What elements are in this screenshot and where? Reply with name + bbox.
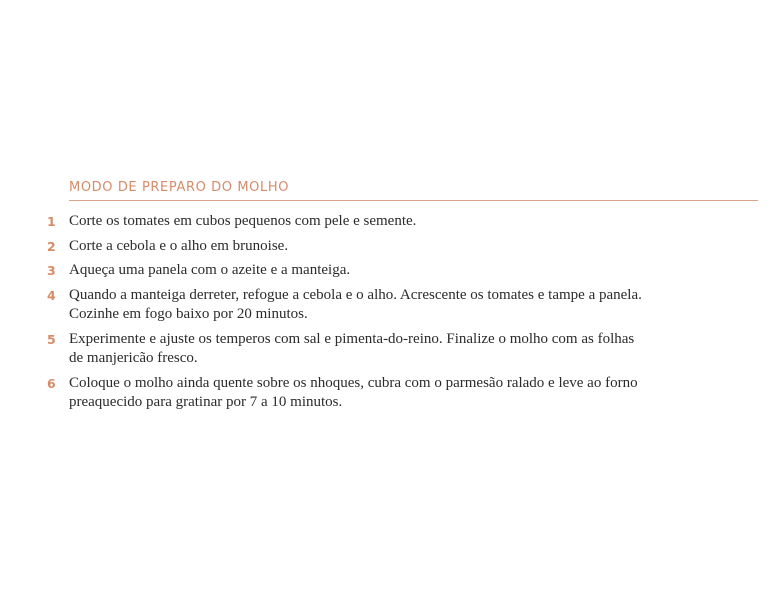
step-text: Corte os tomates em cubos pequenos com pele e semente.	[69, 213, 417, 229]
step-item	[47, 212, 758, 232]
step-number: 4	[47, 287, 56, 303]
recipe-section	[47, 178, 758, 418]
step-item	[47, 330, 758, 369]
step-item	[47, 374, 758, 413]
step-item	[47, 286, 758, 325]
step-text: Experimente e ajuste os temperos com sal e pimenta-do-reino. Finalize o molho com as folhas de manjericão fresco.	[69, 330, 635, 366]
step-item	[47, 237, 758, 257]
steps-list	[47, 212, 758, 413]
step-text: Coloque o molho ainda quente sobre os nhoques, cubra com o parmesão ralado e leve ao forno preaquecido para gratinar por 7 a 10 minutos.	[69, 374, 638, 410]
step-number: 1	[47, 214, 56, 229]
title-divider	[69, 200, 758, 201]
step-number: 6	[47, 375, 56, 391]
step-number: 3	[47, 263, 56, 278]
step-text: Quando a manteiga derreter, refogue a cebola e o alho. Acrescente os tomates e tampe a panela. Cozinhe em fogo baixo por 20 minutos.	[69, 286, 642, 322]
section-title: MODO DE PREPARO DO MOLHO	[69, 180, 290, 195]
step-text: Aqueça uma panela com o azeite e a manteiga.	[69, 262, 351, 278]
step-number: 2	[47, 238, 56, 254]
step-text: Corte a cebola e o alho em brunoise.	[69, 237, 289, 254]
step-number: 5	[47, 331, 56, 347]
step-item	[47, 261, 758, 281]
